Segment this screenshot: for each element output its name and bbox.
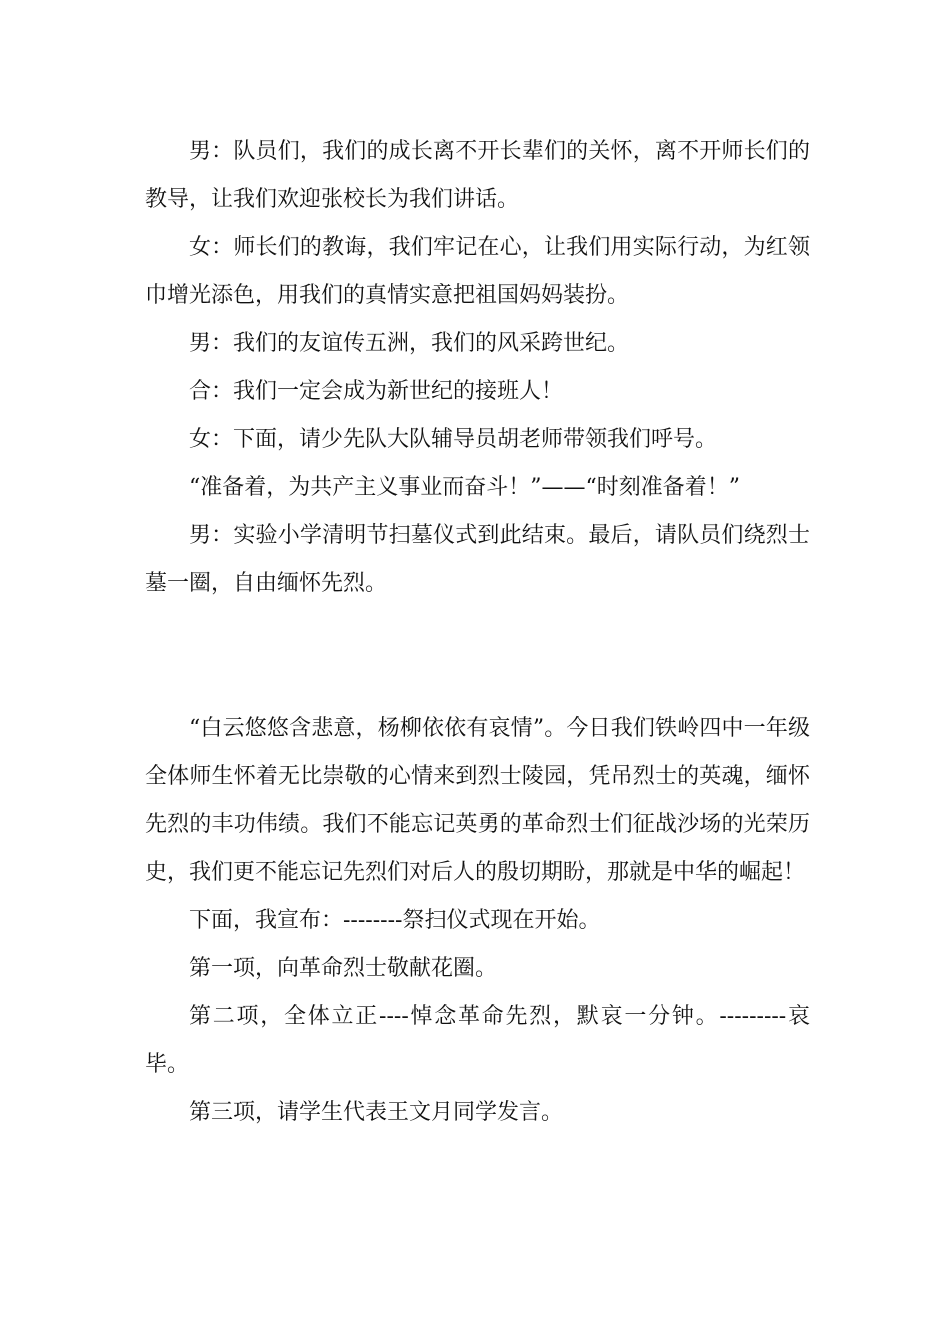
paragraph: 女：下面，请少先队大队辅导员胡老师带领我们呼号。 xyxy=(189,427,718,452)
section-gap xyxy=(145,608,810,705)
paragraph: “准备着，为共产主义事业而奋斗！”——“时刻准备着！” xyxy=(189,475,740,500)
paragraph: 男：实验小学清明节扫墓仪式到此结束。最后，请队员们绕烈士墓一圈，自由缅怀先烈。 xyxy=(145,523,810,596)
paragraph: 第二项，全体立正----悼念革命先烈，默哀一分钟。---------哀毕。 xyxy=(145,1004,810,1077)
section-ceremony-closing xyxy=(145,128,810,608)
paragraph: 男：队员们，我们的成长离不开长辈们的关怀，离不开师长们的教导，让我们欢迎张校长为我们讲话。 xyxy=(145,139,810,212)
paragraph: 女：师长们的教诲，我们牢记在心，让我们用实际行动，为红领巾增光添色，用我们的真情实意把祖国妈妈装扮。 xyxy=(145,235,810,308)
paragraph: 合：我们一定会成为新世纪的接班人！ xyxy=(189,379,564,404)
paragraph: “白云悠悠含悲意，杨柳依依有哀情”。今日我们铁岭四中一年级全体师生怀着无比崇敬的心情来到烈士陵园，凭吊烈士的英魂，缅怀先烈的丰功伟绩。我们不能忘记英勇的革命烈士们征战沙场的光荣历史，我们更不能忘记先烈们对后人的殷切期盼，那就是中华的崛起！ xyxy=(145,716,810,885)
paragraph: 男：我们的友谊传五洲，我们的风采跨世纪。 xyxy=(189,331,630,356)
paragraph: 下面，我宣布：--------祭扫仪式现在开始。 xyxy=(189,908,601,933)
document-page xyxy=(145,128,810,1137)
paragraph: 第三项，请学生代表王文月同学发言。 xyxy=(189,1100,564,1125)
paragraph: 第一项，向革命烈士敬献花圈。 xyxy=(189,956,498,981)
section-memorial-ceremony xyxy=(145,705,810,1137)
